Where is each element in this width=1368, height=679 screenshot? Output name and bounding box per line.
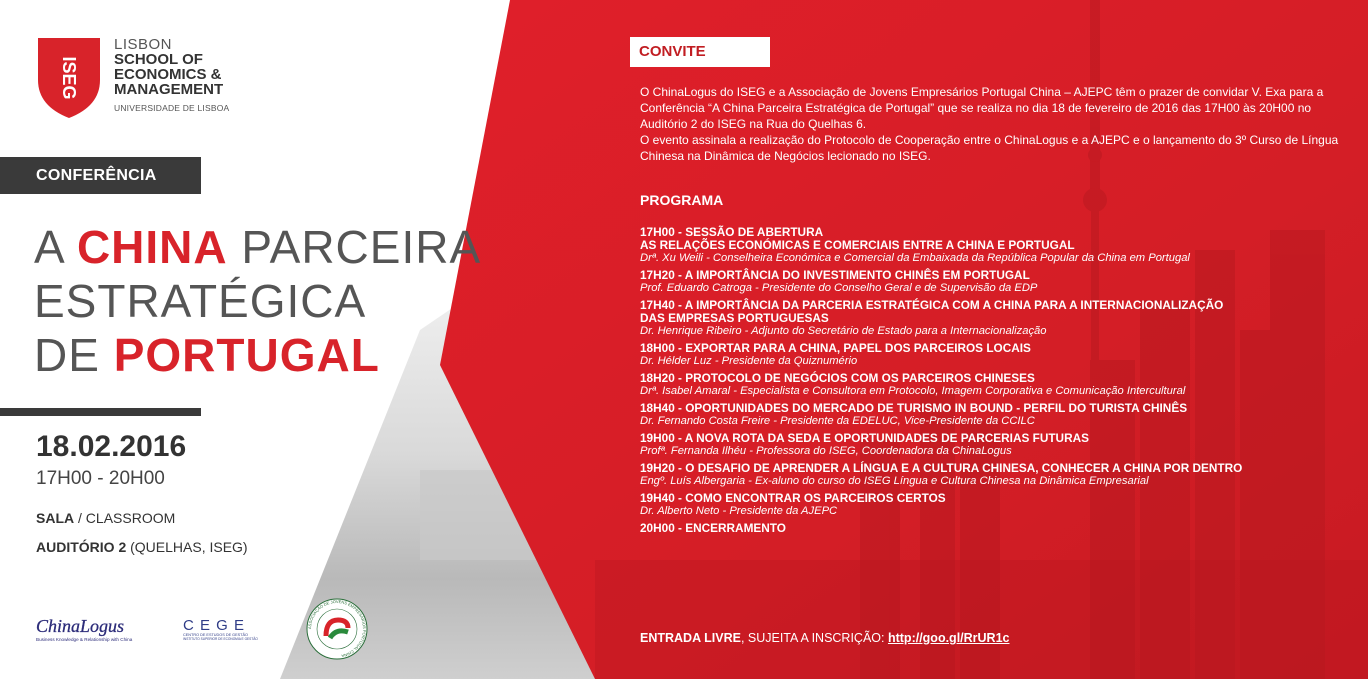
invite-heading: CONVITE	[630, 37, 770, 67]
program-item	[640, 432, 1352, 458]
registration-link[interactable]: http://goo.gl/RrUR1c	[887, 631, 1010, 645]
conference-label: CONFERÊNCIA	[0, 157, 201, 194]
registration-line	[640, 631, 1009, 645]
event-title	[34, 220, 481, 382]
event-room: SALA / CLASSROOM	[36, 510, 176, 526]
event-time: 17H00 - 20H00	[36, 468, 165, 489]
program-item-speaker: Dr. Fernando Costa Freire - Presidente da EDELUC, Vice-Presidente da CCILC	[640, 415, 1035, 427]
program-item-title: 18H00 - EXPORTAR PARA A CHINA, PAPEL DOS PARCEIROS LOCAIS	[640, 341, 1031, 355]
program-item	[640, 269, 1352, 295]
program-item-title: 18H20 - PROTOCOLO DE NEGÓCIOS COM OS PARCEIROS CHINESES	[640, 371, 1035, 385]
program-item-title: 19H00 - A NOVA ROTA DA SEDA E OPORTUNIDADES DE PARCERIAS FUTURAS	[640, 431, 1089, 445]
program-item-title-2: DAS EMPRESAS PORTUGUESAS	[640, 311, 829, 325]
event-title-line-2: ESTRATÉGICA	[34, 275, 367, 327]
brand-university: UNIVERSIDADE DE LISBOA	[114, 103, 230, 113]
event-title-line-3: DE PORTUGAL	[34, 329, 380, 381]
brand-line-school: SCHOOL OF	[114, 51, 203, 68]
program-item	[640, 522, 1352, 535]
invite-paragraph-1: O ChinaLogus do ISEG e a Associação de Jovens Empresários Portugal China – AJEPC têm o prazer de convidar V. Exa para a Conferência “A China Parceira Estratégica de Portugal” que se realiza no dia 18 de fevereiro de 2016 das 17H00 às 20H00 no Auditório 2 do ISEG na Rua do Quelhas 6.	[640, 85, 1324, 131]
program-item-speaker: Engº. Luís Albergaria - Ex-aluno do curso do ISEG Língua e Cultura Chinesa na Dinâmica Empresarial	[640, 475, 1149, 487]
svg-text:ChinaLogus: ChinaLogus	[36, 616, 125, 636]
svg-text:INSTITUTO SUPERIOR DE ECONOMIA: INSTITUTO SUPERIOR DE ECONOMIA E GESTÃO	[183, 637, 258, 641]
registration-note: , SUJEITA A INSCRIÇÃO:	[740, 631, 888, 645]
program-item	[640, 462, 1352, 488]
program-item-speaker: Drª. Xu Weili - Conselheira Económica e Comercial da Embaixada da República Popular da China em Portugal	[640, 252, 1190, 264]
program-heading: PROGRAMA	[640, 192, 724, 208]
cege-logo	[183, 617, 278, 641]
program-item-title: 17H40 - A IMPORTÂNCIA DA PARCERIA ESTRATÉGICA COM A CHINA PARA A INTERNACIONALIZAÇÃO	[640, 298, 1224, 312]
ajepc-seal-logo	[306, 598, 368, 660]
svg-text:Business Knowledge & Relations: Business Knowledge & Relationship with China	[36, 637, 133, 642]
brand-line-management: MANAGEMENT	[114, 81, 224, 98]
program-item	[640, 402, 1352, 428]
program-item	[640, 299, 1352, 338]
program-item-speaker: Prof. Eduardo Catroga - Presidente do Conselho Geral e de Supervisão da EDP	[640, 282, 1038, 294]
svg-text:CENTRO DE ESTUDOS DE GESTÃO: CENTRO DE ESTUDOS DE GESTÃO	[183, 633, 248, 637]
invite-paragraph-2: O evento assinala a realização do Protocolo de Cooperação entre o ChinaLogus e a AJEPC e o lançamento do 3º Curso de Língua Chinesa na Dinâmica de Negócios lecionado no ISEG.	[640, 133, 1339, 163]
iseg-wordmark	[114, 38, 229, 115]
divider-bar	[0, 408, 201, 416]
program-item-speaker: Dr. Henrique Ribeiro - Adjunto do Secretário de Estado para a Internacionalização	[640, 325, 1047, 337]
program-item	[640, 226, 1352, 265]
chinalogus-logo	[36, 615, 136, 643]
program-item-title: 18H40 - OPORTUNIDADES DO MERCADO DE TURISMO IN BOUND - PERFIL DO TURISTA CHINÊS	[640, 401, 1188, 415]
brand-line-economics: ECONOMICS &	[114, 66, 222, 83]
program-item-title: 19H40 - COMO ENCONTRAR OS PARCEIROS CERTOS	[640, 491, 946, 505]
program-item-speaker: Profª. Fernanda Ilhéu - Professora do ISEG, Coordenadora da ChinaLogus	[640, 445, 1012, 457]
svg-text:ASSOCIAÇÃO DE JOVENS EMPRESÁRI: ASSOCIAÇÃO DE JOVENS EMPRESÁRIOS PORTUGAL CHINA	[306, 598, 368, 659]
program-item-speaker: Dr. Alberto Neto - Presidente da AJEPC	[640, 505, 838, 517]
program-item-title: 17H20 - A IMPORTÂNCIA DO INVESTIMENTO CHINÊS EM PORTUGAL	[640, 268, 1030, 282]
program-item-title-2: AS RELAÇÕES ECONÓMICAS E COMERCIAIS ENTRE A CHINA E PORTUGAL	[640, 238, 1075, 252]
program-item	[640, 492, 1352, 518]
iseg-shield-text: ISEG	[59, 56, 79, 100]
brand-line-lisbon: LISBON	[114, 36, 173, 53]
program-item-title: 20H00 - ENCERRAMENTO	[640, 521, 786, 535]
invite-text	[640, 84, 1340, 164]
program-item-speaker: Dr. Hélder Luz - Presidente da Quiznumério	[640, 355, 858, 367]
program-item-speaker: Drª. Isabel Amaral - Especialista e Consultora em Protocolo, Imagem Corporativa e Comunicação Intercultural	[640, 385, 1186, 397]
program-item-title: 17H00 - SESSÃO DE ABERTURA	[640, 225, 824, 239]
event-venue: AUDITÓRIO 2 (QUELHAS, ISEG)	[36, 539, 248, 555]
registration-free-label: ENTRADA LIVRE	[640, 631, 741, 645]
program-list	[640, 226, 1352, 539]
event-title-line-1: A CHINA PARCEIRA	[34, 221, 482, 273]
program-item-title: 19H20 - O DESAFIO DE APRENDER A LÍNGUA E A CULTURA CHINESA, CONHECER A CHINA POR DENTRO	[640, 461, 1243, 475]
program-item	[640, 342, 1352, 368]
iseg-shield-logo	[36, 36, 102, 120]
event-date: 18.02.2016	[36, 430, 187, 463]
svg-text:C E G E: C E G E	[183, 617, 246, 634]
program-item	[640, 372, 1352, 398]
